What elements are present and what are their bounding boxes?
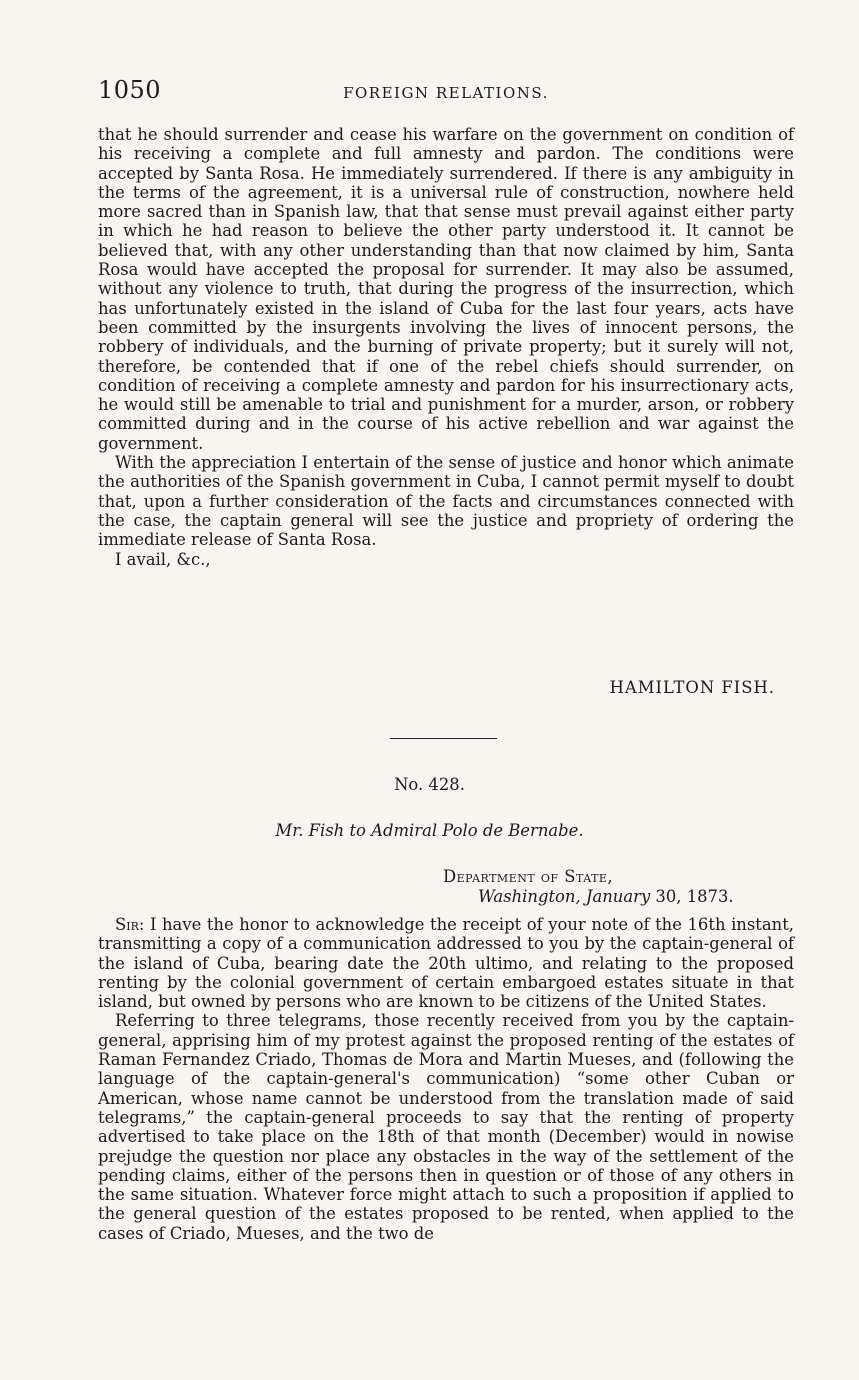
paragraph-text: I have the honor to acknowledge the receipt of your note of the 16th instant, transmitting a copy of a communication addressed to you by the captain-general of the island of Cuba, bearing date the 20th ultimo, and relating to the proposed renting by the colonial government of certain embargoed estates situate in that island, but owned by persons who are known to be citizens of the United States. <box>98 915 794 1012</box>
running-head: FOREIGN RELATIONS. <box>343 84 549 102</box>
page-header <box>98 76 794 106</box>
letter-date <box>478 887 734 906</box>
sender-department: Department of State, <box>443 867 614 886</box>
letter-continuation <box>98 125 794 569</box>
date-day-year: 30, 1873. <box>650 887 734 906</box>
paragraph <box>98 915 794 1011</box>
signature: HAMILTON FISH. <box>609 678 775 697</box>
paragraph: With the appreciation I entertain of the sense of justice and honor which animate the authorities of the Spanish government in Cuba, I cannot permit myself to doubt that, upon a further consideration of the facts and circumstances connected with the case, the captain general will see the justice and propriety of ordering the immediate release of Santa Rosa. <box>98 453 794 550</box>
section-divider <box>390 738 497 739</box>
document-number: No. 428. <box>394 775 465 794</box>
paragraph: Referring to three telegrams, those recently received from you by the captain-general, apprising him of my protest against the proposed renting of the estates of Raman Fernandez Criado, Thomas de Mora and Martin Mueses, and (following the language of the captain-general's communication) “some other Cuban or American, whose name cannot be understood from the translation made of said telegrams,” the captain-general proceeds to say that the renting of property advertised to take place on the 18th of that month (December) would in nowise prejudge the question nor place any obstacles in the way of the settlement of the pending claims, either of the persons then in question or of those of any others in the same situation. Whatever force might attach to such a proposition if applied to the general question of the estates proposed to be rented, when applied to the cases of Criado, Mueses, and the two de <box>98 1011 794 1243</box>
salutation: Sir: <box>115 915 145 934</box>
document-title: Mr. Fish to Admiral Polo de Bernabe. <box>275 821 584 840</box>
date-place: Washington, January <box>478 887 651 906</box>
closing-line: I avail, &c., <box>115 549 211 569</box>
paragraph: that he should surrender and cease his warfare on the government on condition of his receiving a complete and full amnesty and pardon. The conditions were accepted by Santa Rosa. He immediately surrendered. If there is any ambiguity in the terms of the agreement, it is a universal rule of construction, nowhere held more sacred than in Spanish law, that that sense must prevail against either party in which he had reason to believe the other party understood it. It cannot be believed that, with any other understanding than that now claimed by him, Santa Rosa would have accepted the proposal for surrender. It may also be assumed, without any violence to truth, that during the progress of the insurrection, which has unfortunately existed in the island of Cuba for the last four years, acts have been committed by the insurgents involving the lives of innocent persons, the robbery of individuals, and the burning of private property; but it surely will not, therefore, be contended that if one of the rebel chiefs should surrender, on condition of receiving a complete amnesty and pardon for his insurrectionary acts, he would still be amenable to trial and punishment for a murder, arson, or robbery committed during and in the course of his active rebellion and war against the government. <box>98 125 794 453</box>
page-number: 1050 <box>98 76 162 104</box>
letter-body <box>98 915 794 1243</box>
